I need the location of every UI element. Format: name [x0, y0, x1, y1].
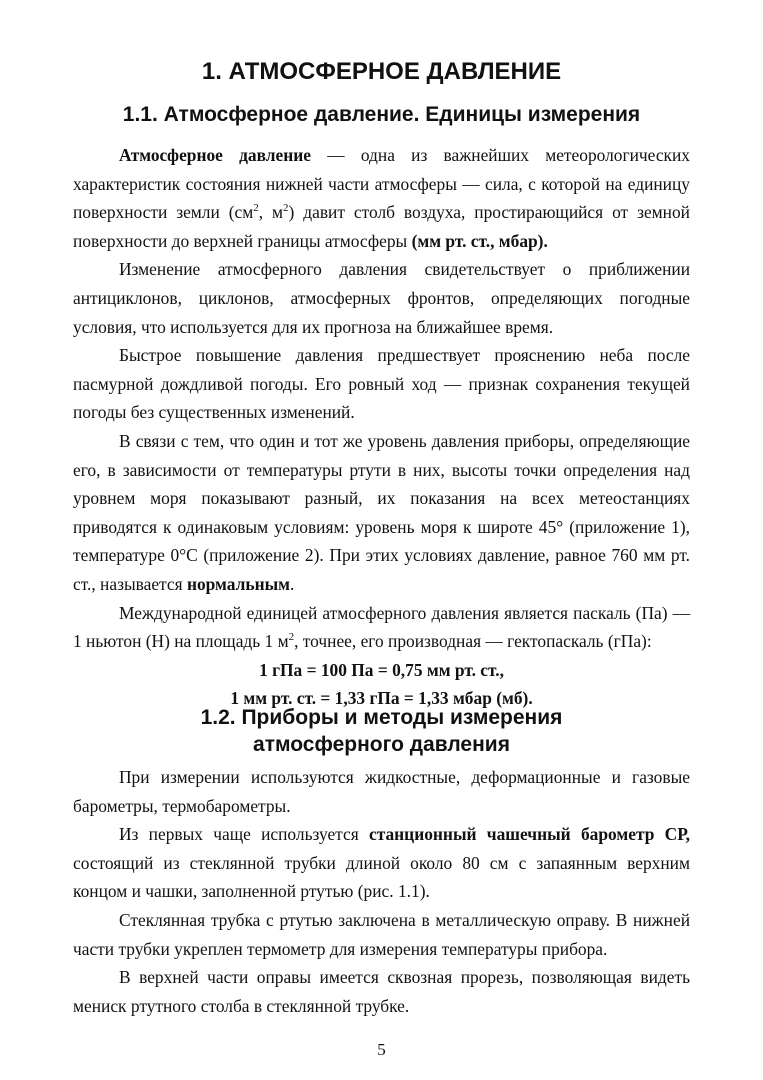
text: В связи с тем, что один и тот же уровень давления приборы, определяющие его, в зависимости от температуры ртути в них, высоты точки определения над уровнем моря показывают разный, их показания на всех метеостанциях приводятся к одинаковым условиям: уровень моря к широте 45° (приложение 1), температуре 0°С (приложение 2). При этих условиях давление, равное 760 мм рт. ст., называется — [73, 430, 690, 594]
text: состоящий из стеклянной трубки длиной около 80 см с запаянным верхним концом и чашки, заполненной ртутью (рис. 1.1). — [73, 852, 690, 902]
superscript: 2 — [283, 202, 289, 215]
text: , м — [258, 202, 284, 223]
chapter-title: 1. АТМОСФЕРНОЕ ДАВЛЕНИЕ — [201, 58, 562, 85]
superscript: 2 — [253, 202, 259, 215]
paragraph: Стеклянная трубка с ртутью заключена в металлическую оправу. В нижней части трубки укреплен термометр для измерения температуры прибора. — [73, 909, 690, 959]
paragraph: В верхней части оправы имеется сквозная прорезь, позволяющая видеть мениск ртутного столба в стеклянной трубке. — [73, 967, 690, 1016]
formula: 1 мм рт. ст. = 1,33 гПа = 1,33 мбар (мб). — [230, 688, 533, 709]
superscript: 2 — [288, 631, 295, 644]
section-title-1-2 — [73, 704, 690, 758]
paragraph: Быстрое повышение давления предшествует прояснению неба после пасмурной дождливой погоды. Его ровный ход — признак сохранения текущей погоды без существенных изменений. — [73, 345, 690, 423]
paragraph: Изменение атмосферного давления свидетельствует о приближении антициклонов, циклонов, атмосферных фронтов, определяющих погодные условия, что используется для их прогноза на ближайшее время. — [73, 259, 690, 337]
paragraph — [73, 820, 690, 906]
paragraph: При измерении используются жидкостные, деформационные и газовые барометры, термобарометры. — [73, 767, 690, 816]
section-title-1-1: 1.1. Атмосферное давление. Единицы измерения — [122, 103, 641, 126]
text: , точнее, его производная — гектопаскаль (гПа): — [294, 631, 652, 652]
text: Международной единицей атмосферного давления является паскаль (Па) — 1 ньютон (Н) на площадь 1 м — [73, 602, 690, 652]
page-number: 5 — [377, 1040, 386, 1059]
term-bold: станционный чашечный барометр СР, — [368, 824, 690, 845]
paragraph — [73, 427, 690, 599]
text: Из первых чаще используется — [119, 824, 369, 845]
units-bold: (мм рт. ст., мбар). — [411, 230, 548, 251]
paragraph — [73, 599, 690, 656]
section-title-line: 1.2. Приборы и методы измерения — [200, 706, 563, 729]
text: — одна из важнейших метеорологических характеристик состояния нижней части атмосферы — сила, с которой на единицу поверхности земли (см — [73, 145, 690, 223]
text: . — [290, 573, 295, 594]
term-bold: нормальным — [186, 573, 291, 594]
term-bold: Атмосферное давление — [119, 145, 312, 165]
section-1-2-body — [73, 763, 690, 1020]
section-1-1-body — [73, 141, 690, 713]
section-title-line: атмосферного давления — [253, 733, 510, 756]
paragraph — [73, 141, 690, 255]
formula: 1 гПа = 100 Па = 0,75 мм рт. ст., — [259, 659, 504, 680]
text: ) давит столб воздуха, простирающийся от земной поверхности до верхней границы атмосферы — [73, 202, 690, 251]
